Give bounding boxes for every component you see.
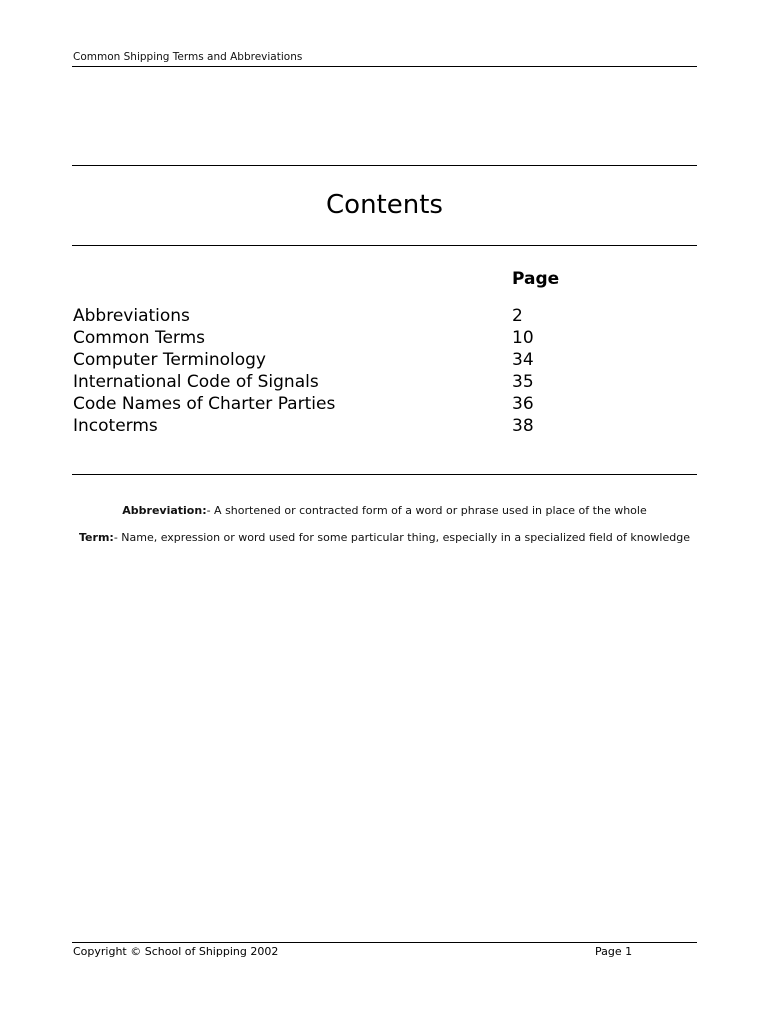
running-header: Common Shipping Terms and Abbreviations — [73, 51, 303, 63]
toc-entry-page: 36 — [512, 394, 534, 414]
title-bottom-rule — [72, 245, 697, 246]
toc-entry-title: Incoterms — [73, 416, 158, 436]
definition-term: Abbreviation: — [122, 504, 207, 517]
footer-copyright: Copyright © School of Shipping 2002 — [73, 945, 279, 958]
footer-page-number: Page 1 — [595, 945, 633, 958]
toc-entry-page: 10 — [512, 328, 534, 348]
toc-row-code-names-of-charter-parties[interactable] — [73, 393, 593, 415]
definition-text: - Name, expression or word used for some particular thing, especially in a specialized field of knowledge — [113, 531, 690, 544]
footer-rule — [72, 942, 697, 943]
toc-row-computer-terminology[interactable] — [73, 349, 593, 371]
definition-text: - A shortened or contracted form of a word or phrase used in place of the whole — [206, 504, 647, 517]
toc-entry-title: International Code of Signals — [73, 372, 319, 392]
toc-row-abbreviations[interactable] — [73, 305, 593, 327]
toc-entry-page: 38 — [512, 416, 534, 436]
toc-entry-title: Abbreviations — [73, 306, 190, 326]
definition-term-entry — [72, 531, 697, 544]
definition-abbreviation — [72, 504, 697, 517]
toc-bottom-rule — [72, 474, 697, 475]
page-column-header: Page — [512, 269, 560, 289]
toc-entry-page: 2 — [512, 306, 523, 326]
toc-entry-page: 34 — [512, 350, 534, 370]
title-top-rule — [72, 165, 697, 166]
toc-entry-title: Computer Terminology — [73, 350, 266, 370]
toc-row-international-code-of-signals[interactable] — [73, 371, 593, 393]
header-rule — [72, 66, 697, 67]
toc-entry-page: 35 — [512, 372, 534, 392]
toc-entry-title: Code Names of Charter Parties — [73, 394, 336, 414]
table-of-contents — [73, 305, 593, 437]
definition-term: Term: — [79, 531, 114, 544]
page-title: Contents — [326, 190, 443, 220]
toc-row-common-terms[interactable] — [73, 327, 593, 349]
toc-row-incoterms[interactable] — [73, 415, 593, 437]
toc-entry-title: Common Terms — [73, 328, 206, 348]
